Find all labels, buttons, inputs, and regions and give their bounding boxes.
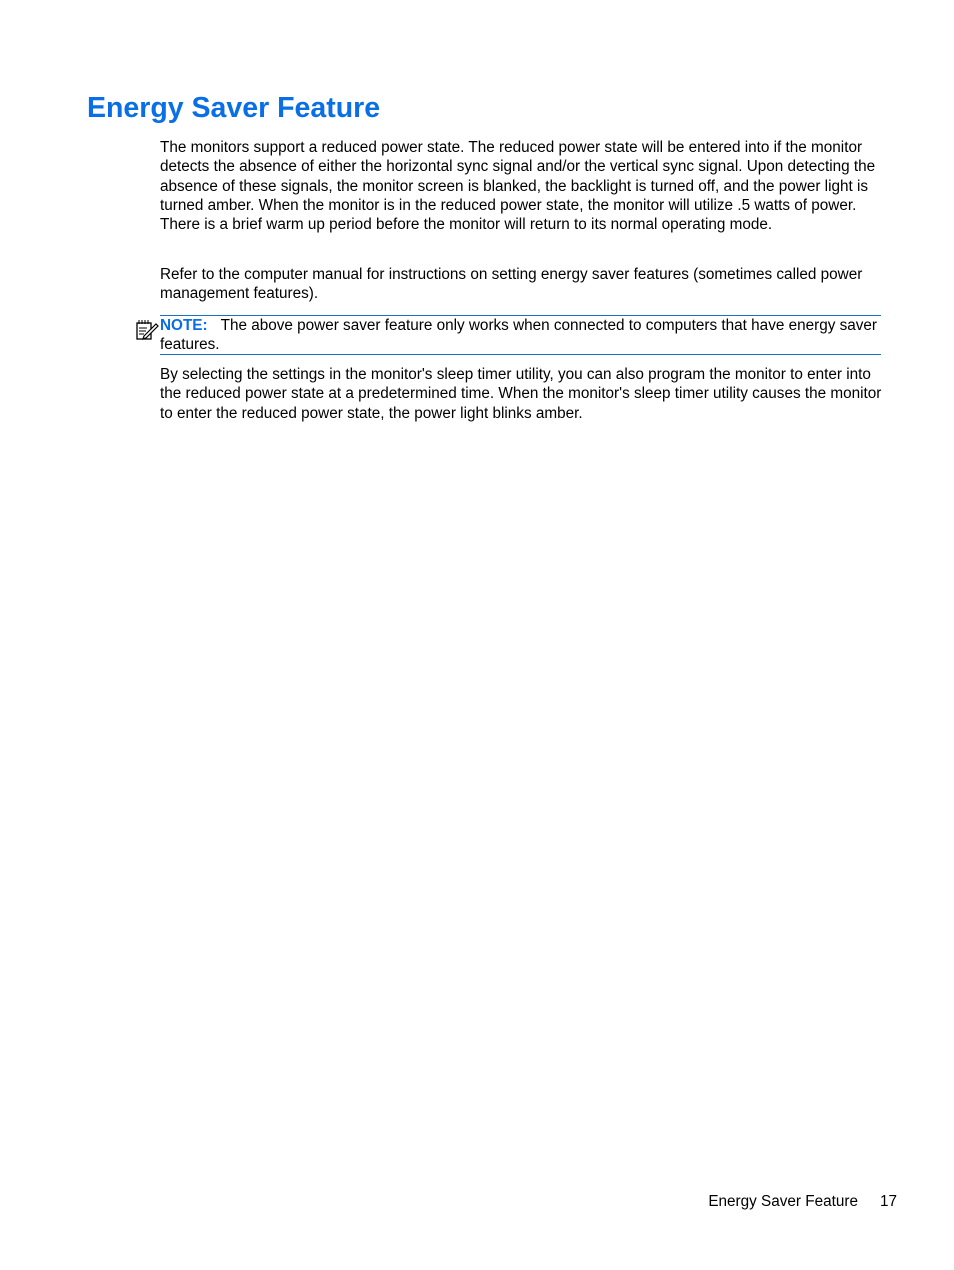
body-paragraph-power-state: The monitors support a reduced power state. The reduced power state will be entered into if the monitor detects the absence of either the horizontal sync signal and/or the vertical sync signal. Upon detecting the absence of these signals, the monitor screen is blanked, the backlight is turned off, and the power light is turned amber. When the monitor is in the reduced power state, the monitor will utilize .5 watts of power. There is a brief warm up period before the monitor will return to its normal operating mode. (160, 139, 876, 234)
note-text-block (160, 316, 881, 355)
footer-page-number: 17 (879, 1193, 897, 1210)
note-text: The above power saver feature only works when connected to computers that have energy saver features. (160, 317, 878, 354)
page-footer (708, 1192, 897, 1211)
page-title: Energy Saver Feature (87, 92, 381, 124)
note-box (160, 315, 881, 355)
footer-section-title: Energy Saver Feature (708, 1193, 858, 1210)
body-paragraph-computer-manual: Refer to the computer manual for instructions on setting energy saver features (sometimes called power management features). (160, 266, 863, 303)
note-label: NOTE: (160, 317, 208, 334)
body-paragraph-sleep-timer: By selecting the settings in the monitor's sleep timer utility, you can also program the monitor to enter into the reduced power state at a predetermined time. When the monitor's sleep timer utility causes the monitor to enter the reduced power state, the power light blinks amber. (160, 366, 882, 422)
note-pad-icon (135, 317, 159, 341)
